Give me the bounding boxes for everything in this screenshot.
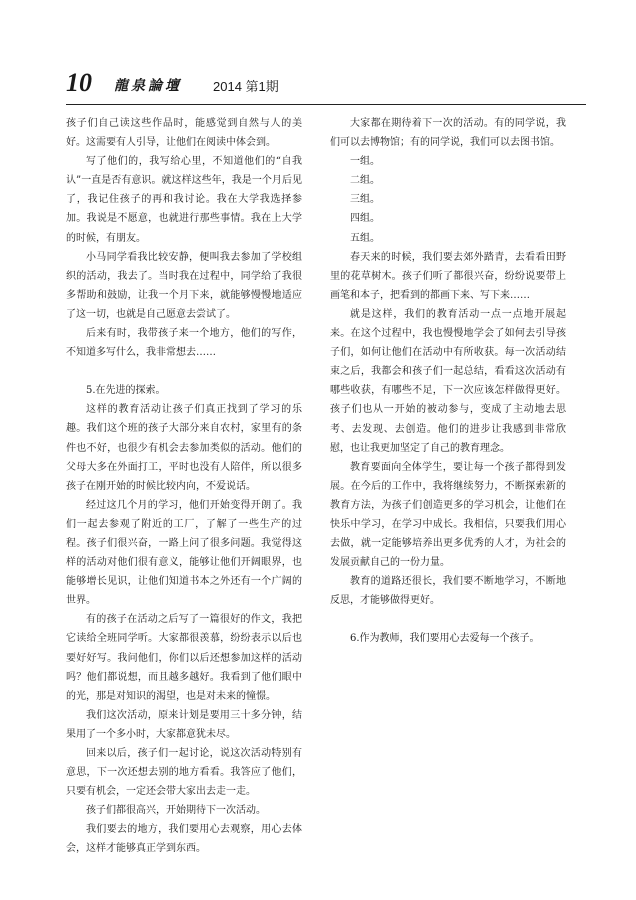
header-rule bbox=[66, 104, 586, 105]
paragraph: 经过这几个月的学习，他们开始变得开朗了。我们一起去参观了附近的工厂，了解了一些生产的过程。孩子们很兴奋，一路上问了很多问题。我觉得这样的活动对他们很有意义，能够让他们开阔眼界，也能够增长见识，让他们知道书本之外还有一个广阔的世界。 bbox=[66, 499, 302, 607]
right-column bbox=[330, 114, 566, 649]
list-item: 二组。 bbox=[350, 175, 380, 187]
journal-name: 龍泉論壇 bbox=[114, 78, 182, 94]
paragraph: 教育的道路还很长，我们要不断地学习，不断地反思，才能够做得更好。 bbox=[330, 576, 566, 607]
paragraph: 教育要面向全体学生，要让每一个孩子都得到发展。在今后的工作中，我将继续努力，不断探索新的教育方法，为孩子们创造更多的学习机会，让他们在快乐中学习，在学习中成长。我相信，只要我们用心去做，就一定能够培养出更多优秀的人才，为社会的发展贡献自己的一份力量。 bbox=[330, 461, 566, 569]
paragraph: 6.作为教师，我们要用心去爱每一个孩子。 bbox=[350, 633, 540, 645]
paragraph: 孩子们自己读这些作品时，能感觉到自然与人的美好。这需要有人引导，让他们在阅读中体会到。 bbox=[66, 118, 302, 149]
paragraph: 春天来的时候，我们要去郊外踏青，去看看田野里的花草树木。孩子们听了都很兴奋，纷纷说要带上画笔和本子，把看到的都画下来、写下来…… bbox=[330, 251, 566, 301]
paragraph: 我们要去的地方，我们要用心去观察，用心去体会，这样才能够真正学到东西。 bbox=[66, 824, 302, 855]
paragraph: 后来有时，我带孩子来一个地方，他们的写作，不知道多写什么，我非常想去…… bbox=[66, 328, 302, 359]
paragraph: 小马同学看我比较安静，便叫我去参加了学校组织的活动，我去了。当时我在过程中，同学给了我很多帮助和鼓励，让我一个月下来，就能够慢慢地适应了这一切，也就是自己愿意去尝试了。 bbox=[66, 251, 302, 320]
paragraph: 有的孩子在活动之后写了一篇很好的作文，我把它读给全班同学听。大家都很羡慕，纷纷表示以后也要好好写。我问他们，你们以后还想参加这样的活动吗？他们都说想，而且越多越好。我看到了他们眼中的光，那是对知识的渴望，也是对未来的憧憬。 bbox=[66, 614, 302, 702]
list-item: 三组。 bbox=[350, 194, 380, 206]
paragraph: 大家都在期待着下一次的活动。有的同学说，我们可以去博物馆；有的同学说，我们可以去图书馆。 bbox=[330, 118, 566, 149]
list-item: 五组。 bbox=[350, 232, 380, 244]
paragraph: 孩子们都很高兴，开始期待下一次活动。 bbox=[86, 805, 266, 817]
section-heading: 5.在先进的探索。 bbox=[86, 385, 166, 397]
issue-label: 2014 第1期 bbox=[213, 79, 279, 94]
page-number: 10 bbox=[66, 68, 92, 97]
list-item: 四组。 bbox=[350, 213, 380, 225]
paragraph: 这样的教育活动让孩子们真正找到了学习的乐趣。我们这个班的孩子大部分来自农村，家里有的条件也不好，也很少有机会去参加类似的活动。他们的父母大多在外面打工，平时也没有人陪伴，所以很多孩子在刚开始的时候比较内向，不爱说话。 bbox=[66, 404, 302, 492]
list-item: 一组。 bbox=[350, 156, 380, 168]
paragraph: 就是这样，我们的教育活动一点一点地开展起来。在这个过程中，我也慢慢地学会了如何去引导孩子们，如何让他们在活动中有所收获。每一次活动结束之后，我都会和孩子们一起总结，看看这次活动有哪些收获，有哪些不足，下一次应该怎样做得更好。孩子们也从一开始的被动参与，变成了主动地去思考、去发现、去创造。他们的进步让我感到非常欣慰，也让我更加坚定了自己的教育理念。 bbox=[330, 308, 566, 454]
left-column bbox=[66, 114, 302, 859]
paragraph: 我们这次活动，原来计划是要用三十多分钟，结果用了一个多小时，大家都意犹未尽。 bbox=[66, 709, 302, 740]
page-header bbox=[66, 68, 586, 108]
paragraph: 回来以后，孩子们一起讨论，说这次活动特别有意思，下一次还想去别的地方看看。我答应了他们，只要有机会，一定还会带大家出去走一走。 bbox=[66, 748, 302, 798]
paragraph: 写了他们的，我写给心里，不知道他们的“自我认”一直是否有意识。就这样这些年，我是一个月后见了，我记住孩子的再和我讨论。我在大学我选择参加。我说是不愿意，也就进行那些事情。我在上大学的时候，有朋友。 bbox=[66, 156, 302, 244]
